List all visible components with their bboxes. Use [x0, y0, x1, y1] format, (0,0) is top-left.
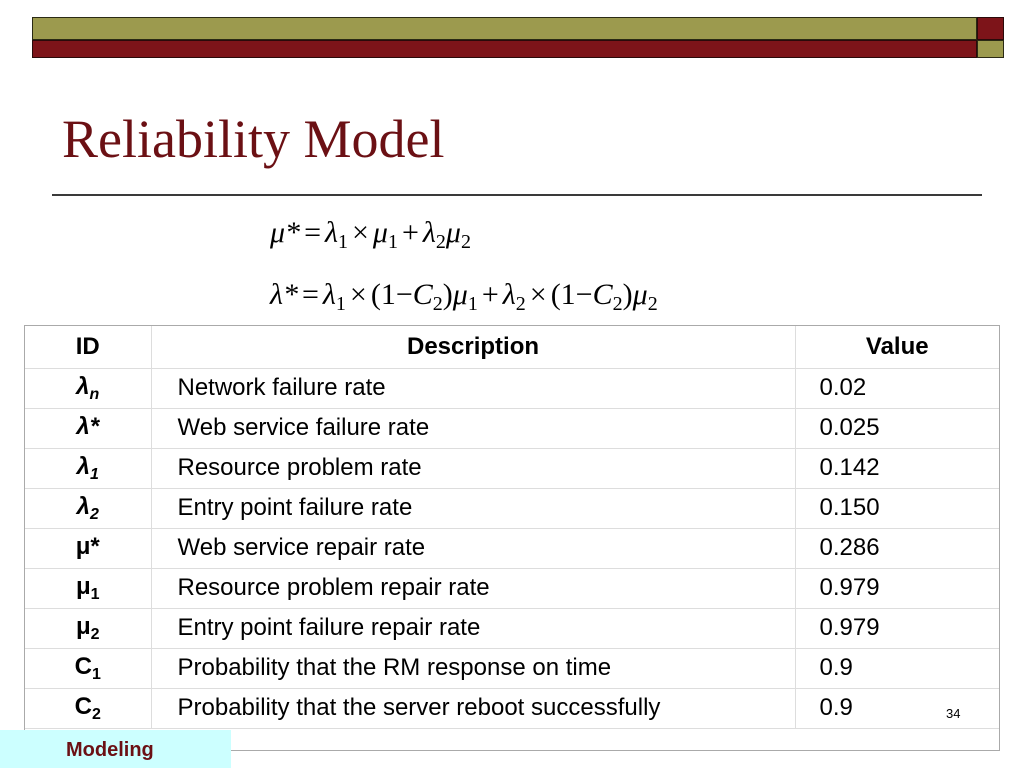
formula-paren: )	[622, 278, 633, 311]
cell-id	[25, 488, 151, 528]
cell-description: Probability that the server reboot successfully	[151, 688, 795, 728]
formula-symbol: λ	[422, 216, 436, 249]
formula-subscript: 2	[460, 231, 471, 253]
formula-symbol: C	[412, 278, 433, 311]
formula-symbol: λ	[324, 216, 338, 249]
id-symbol: λ	[76, 492, 90, 520]
cell-id	[25, 448, 151, 488]
cell-value: 0.150	[795, 488, 999, 528]
id-subscript: 1	[90, 585, 100, 603]
header-bar-olive	[32, 17, 977, 40]
cell-value: 0.02	[795, 368, 999, 408]
id-symbol: μ	[75, 572, 91, 600]
formula-subscript: 2	[435, 231, 446, 253]
formula-symbol: μ	[632, 278, 648, 311]
cell-description: Entry point failure rate	[151, 488, 795, 528]
cell-id	[25, 408, 151, 448]
cell-description: Resource problem rate	[151, 448, 795, 488]
header-description: Description	[151, 326, 795, 368]
cell-value: 0.142	[795, 448, 999, 488]
cell-value: 0.025	[795, 408, 999, 448]
formula-subscript: 1	[467, 293, 478, 315]
formula-symbol: μ*	[270, 216, 301, 249]
id-symbol: C	[74, 692, 92, 720]
id-subscript: 1	[89, 465, 99, 483]
formula-symbol: μ	[452, 278, 468, 311]
cell-id	[25, 648, 151, 688]
table-row	[25, 608, 999, 648]
table-row	[25, 688, 999, 728]
cell-value: 0.9	[795, 688, 999, 728]
table-body	[25, 368, 999, 728]
cell-id	[25, 368, 151, 408]
id-subscript: n	[89, 385, 100, 403]
id-symbol: λ*	[76, 412, 100, 440]
table-row	[25, 368, 999, 408]
page-number: 34	[946, 706, 961, 721]
formula-operator: +	[401, 216, 419, 249]
formula-symbol: μ	[445, 216, 461, 249]
cell-value: 0.9	[795, 648, 999, 688]
cell-description: Entry point failure repair rate	[151, 608, 795, 648]
formula-subscript: 2	[647, 293, 658, 315]
formula-symbol: C	[592, 278, 613, 311]
cell-description: Network failure rate	[151, 368, 795, 408]
header-square-red	[977, 17, 1004, 40]
table-row	[25, 448, 999, 488]
formula-symbol: μ	[372, 216, 388, 249]
cell-id	[25, 528, 151, 568]
formula-paren: (1−	[550, 278, 593, 311]
formula-subscript: 1	[337, 231, 348, 253]
table-header-row	[25, 326, 999, 368]
cell-description: Web service failure rate	[151, 408, 795, 448]
cell-id	[25, 568, 151, 608]
formula-operator: ×	[351, 216, 369, 249]
header-square-olive	[977, 40, 1004, 58]
table-row	[25, 408, 999, 448]
slide-title: Reliability Model	[62, 109, 445, 169]
header-bar-red	[32, 40, 977, 58]
formula-operator: +	[481, 278, 499, 311]
id-symbol: C	[74, 652, 92, 680]
footer-label: Modeling	[66, 739, 154, 761]
table-row	[25, 648, 999, 688]
cell-id	[25, 688, 151, 728]
table-row	[25, 488, 999, 528]
cell-id	[25, 608, 151, 648]
id-subscript: 2	[89, 505, 99, 523]
table-row	[25, 568, 999, 608]
formula-paren: )	[442, 278, 453, 311]
formula-mu-star	[270, 218, 471, 252]
formula-lambda-star	[270, 280, 658, 314]
cell-description: Resource problem repair rate	[151, 568, 795, 608]
cell-description: Probability that the RM response on time	[151, 648, 795, 688]
id-symbol: μ*	[75, 532, 100, 560]
id-subscript: 2	[90, 625, 100, 643]
formula-operator: ×	[529, 278, 547, 311]
formula-symbol: λ	[502, 278, 516, 311]
formula-operator: =	[302, 278, 319, 311]
formula-subscript: 2	[432, 293, 443, 315]
header-id: ID	[25, 326, 151, 368]
formula-subscript: 1	[335, 293, 346, 315]
formula-symbol: λ	[322, 278, 336, 311]
formula-operator: =	[304, 216, 321, 249]
formula-subscript: 2	[612, 293, 623, 315]
id-subscript: 2	[91, 705, 101, 723]
cell-description: Web service repair rate	[151, 528, 795, 568]
formula-symbol: λ*	[270, 278, 298, 311]
id-symbol: λ	[76, 372, 90, 400]
header-value: Value	[795, 326, 999, 368]
title-divider	[52, 194, 982, 196]
formula-subscript: 1	[387, 231, 398, 253]
formula-subscript: 2	[515, 293, 526, 315]
cell-value: 0.979	[795, 608, 999, 648]
parameter-table	[24, 325, 1000, 751]
formula-operator: ×	[349, 278, 367, 311]
id-symbol: λ	[76, 452, 90, 480]
id-subscript: 1	[91, 665, 101, 683]
cell-value: 0.979	[795, 568, 999, 608]
table-row	[25, 528, 999, 568]
formula-paren: (1−	[370, 278, 413, 311]
cell-value: 0.286	[795, 528, 999, 568]
id-symbol: μ	[75, 612, 91, 640]
